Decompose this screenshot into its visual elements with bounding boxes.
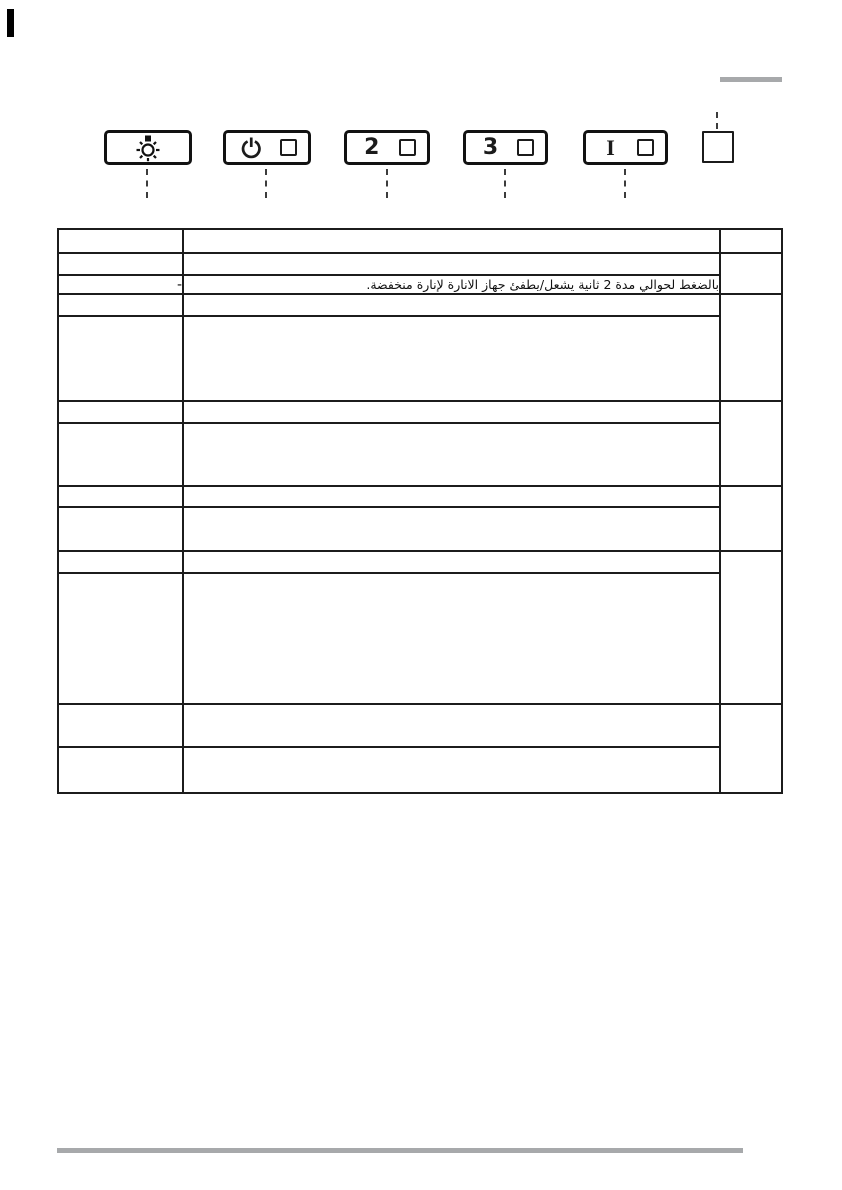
light-button-illustration [104,130,192,165]
leader-line-intensive [624,169,626,198]
table-cell [720,486,782,551]
table-cell [720,551,782,704]
table-cell [720,294,782,401]
table-cell [183,401,720,423]
table-cell-description: بالضغط لحوالي مدة 2 ثانية يشعل/يطفئ جهاز الانارة لإنارة منخفضة. [183,275,720,294]
leader-line-led-box [716,112,718,129]
speed-2-label: 2 [364,134,380,160]
table-cell [58,316,183,401]
table-cell [183,551,720,573]
speed-3-label: 3 [482,134,499,160]
table-cell-press-type: - [58,275,183,294]
table-cell [58,229,183,253]
table-cell [58,294,183,316]
table-cell [58,573,183,704]
table-cell [183,507,720,551]
leader-line-speed-3 [504,169,506,198]
leader-line-light [146,169,148,198]
button-function-table [57,228,783,794]
intensive-label: I [606,134,615,160]
leader-line-speed-2 [386,169,388,198]
table-cell [58,507,183,551]
top-right-gray-bar [720,77,782,82]
table-cell [58,423,183,486]
light-icon [107,133,189,162]
speed-2-button-illustration [344,130,430,165]
speed-3-led-square [517,139,534,156]
table-cell [58,551,183,573]
speed-3-button-illustration [463,130,548,165]
table-cell [720,229,782,253]
bottom-gray-rule [57,1148,743,1153]
table-cell [183,229,720,253]
table-cell [58,253,183,275]
table-cell [58,747,183,793]
table-cell [183,294,720,316]
table-cell [720,704,782,793]
table-cell [58,401,183,423]
power-icon [226,133,277,162]
table-cell [183,573,720,704]
power-button-illustration [223,130,311,165]
intensive-led-square [637,139,654,156]
leader-line-power [265,169,267,198]
table-cell [183,486,720,507]
intensive-button-illustration [583,130,668,165]
table-cell [183,253,720,275]
table-cell [183,747,720,793]
standalone-led-square [702,131,734,163]
table-cell [720,253,782,294]
table-cell [183,316,720,401]
page-corner-mark [7,9,14,37]
speed-2-led-square [399,139,416,156]
table-cell [183,704,720,747]
table-cell [58,704,183,747]
table-cell [720,401,782,486]
table-cell [183,423,720,486]
power-led-square [280,139,297,156]
table-cell [58,486,183,507]
